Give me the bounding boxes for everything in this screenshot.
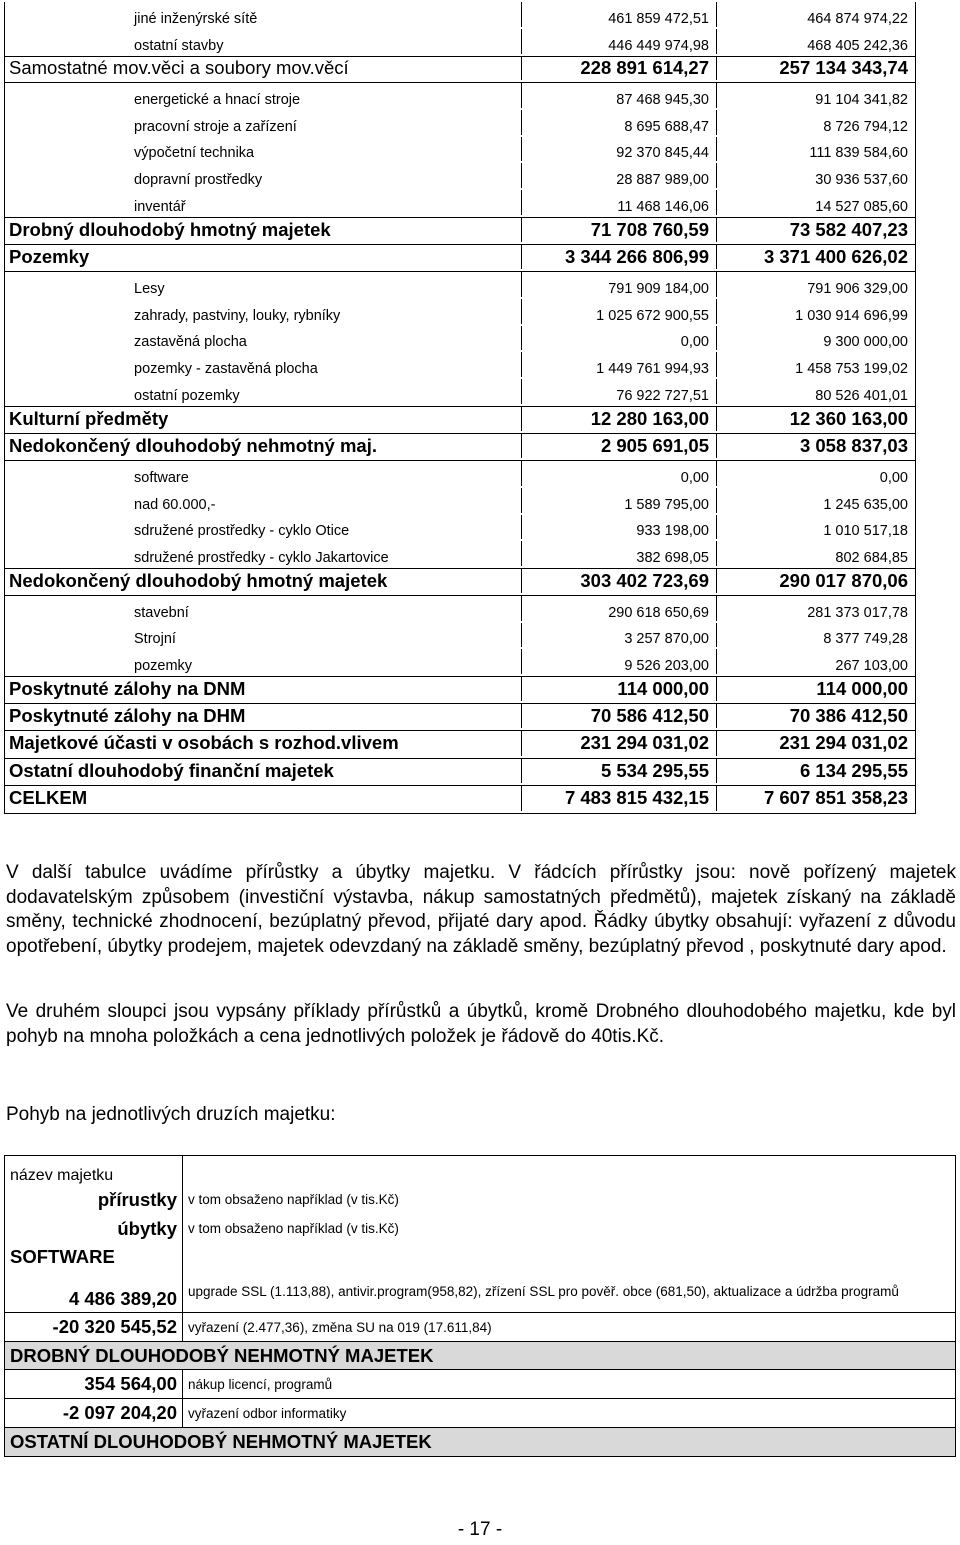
asset-subrow [4, 29, 916, 56]
page-number: - 17 - [457, 1519, 503, 1540]
asset-value-start-cell: 2 905 691,05 [521, 434, 716, 459]
drobny-decrease-value: -2 097 204,20 [5, 1399, 183, 1427]
software-decrease-value: -20 320 545,52 [5, 1313, 183, 1341]
header-asset-name: název majetku [5, 1156, 183, 1185]
asset-name-cell: Strojní [134, 631, 176, 648]
asset-category-row [4, 704, 916, 732]
asset-value-start-cell: 231 294 031,02 [521, 731, 716, 756]
asset-value-start-cell: 92 370 845,44 [521, 137, 716, 162]
header-increase: přírustky [5, 1185, 183, 1214]
asset-name-cell: sdružené prostředky - cyklo Otice [134, 523, 350, 540]
asset-name-cell: zahrady, pastviny, louky, rybníky [134, 307, 341, 324]
asset-subrow [4, 379, 916, 406]
asset-value-start-cell: 9 526 203,00 [521, 649, 716, 674]
asset-value-end-cell: 1 458 753 199,02 [716, 352, 915, 377]
drobny-section-row [5, 1342, 955, 1370]
asset-value-start-cell: 11 468 146,06 [521, 190, 716, 215]
asset-name-cell: inventář [134, 199, 186, 216]
asset-value-end-cell: 1 030 914 696,99 [716, 299, 915, 324]
header-decrease: úbytky [5, 1214, 183, 1243]
drobny-increase-value: 354 564,00 [5, 1370, 183, 1398]
paragraph-examples: Ve druhém sloupci jsou vypsány příklady přírůstků a úbytků, kromě Drobného dlouhodobého majetku, kde byl pohyb na mnoha položkách a cena jednotlivých položek je řádově do 40tis.Kč. [6, 1001, 956, 1047]
asset-subrow [4, 461, 916, 488]
software-increase-note: upgrade SSL (1.113,88), antivir.program(958,82), zřízení SSL pro pověř. obce (681,50), aktualizace a údržba programů [188, 1284, 899, 1299]
asset-value-start-cell: 290 618 650,69 [521, 596, 716, 621]
asset-name-cell: Poskytnuté zálohy na DNM [9, 677, 246, 699]
asset-category-row [4, 56, 916, 84]
asset-name-cell: zastavěná plocha [134, 334, 247, 351]
asset-value-end-cell: 267 103,00 [716, 649, 915, 674]
asset-name-cell: Poskytnuté zálohy na DHM [9, 704, 246, 726]
asset-name-cell: Ostatní dlouhodobý finanční majetek [9, 759, 334, 781]
asset-value-start-cell: 446 449 974,98 [521, 29, 716, 54]
asset-category-row [4, 759, 916, 787]
asset-name-cell: Majetkové účasti v osobách s rozhod.vlivem [9, 732, 399, 754]
ostatni-title: OSTATNÍ DLOUHODOBÝ NEHMOTNÝ MAJETEK [10, 1431, 432, 1452]
drobny-title: DROBNÝ DLOUHODOBÝ NEHMOTNÝ MAJETEK [10, 1344, 434, 1366]
asset-category-row [4, 676, 916, 704]
asset-value-end-cell: 6 134 295,55 [716, 759, 915, 784]
asset-subrow [4, 623, 916, 650]
asset-value-end-cell: 8 726 794,12 [716, 110, 915, 135]
paragraph-increase-decrease: V další tabulce uvádíme přírůstky a úbytky majetku. V řádcích přírůstky jsou: nově pořízený majetek dodavatelským způsobem (investiční výstavba, nákup samostatných předmětů), majetek získaný na základě směny, technické zhodnocení, bezúplatný převod, přijaté dary apod. Řádky úbytky obsahují: vyřazení z důvodu opotřebení, úbytky prodejem, majetek odevzdaný na základě směny, bezúplatný převod , poskytnuté dary apod. [6, 862, 956, 957]
asset-value-end-cell: 73 582 407,23 [716, 218, 915, 242]
asset-value-end-cell: 290 017 870,06 [716, 569, 915, 593]
asset-category-row [4, 406, 916, 434]
asset-value-end-cell: 231 294 031,02 [716, 731, 915, 756]
ostatni-section-row [5, 1428, 955, 1456]
asset-category-row [4, 217, 916, 245]
header-increase-note: v tom obsaženo například (v tis.Kč) [188, 1192, 399, 1207]
asset-value-start-cell: 12 280 163,00 [521, 407, 716, 431]
asset-category-row [4, 434, 916, 462]
asset-subrow [4, 649, 916, 676]
software-title: SOFTWARE [5, 1243, 183, 1271]
asset-value-end-cell: 464 874 974,22 [716, 2, 915, 27]
movement-heading: Pohyb na jednotlivých druzích majetku: [6, 1104, 336, 1125]
asset-subrow [4, 137, 916, 164]
asset-name-cell: výpočetní technika [134, 145, 255, 162]
asset-value-end-cell: 281 373 017,78 [716, 596, 915, 621]
asset-name-cell: stavební [134, 604, 189, 621]
asset-name-cell: pozemky [134, 658, 193, 675]
asset-value-start-cell: 87 468 945,30 [521, 83, 716, 108]
asset-name-cell: ostatní stavby [134, 37, 224, 54]
header-decrease-note: v tom obsaženo například (v tis.Kč) [188, 1221, 399, 1236]
asset-category-row [4, 568, 916, 596]
asset-subrow [4, 272, 916, 299]
asset-value-start-cell: 933 198,00 [521, 515, 716, 540]
asset-subrow [4, 299, 916, 326]
drobny-decrease-note: vyřazení odbor informatiky [188, 1405, 347, 1421]
asset-name-cell: ostatní pozemky [134, 388, 240, 405]
asset-value-end-cell: 14 527 085,60 [716, 190, 915, 215]
asset-subrow [4, 515, 916, 542]
asset-name-cell: Samostatné mov.věci a soubory mov.věcí [9, 57, 349, 79]
asset-name-cell: sdružené prostředky - cyklo Jakartovice [134, 550, 389, 567]
drobny-increase-row [5, 1370, 955, 1399]
asset-value-start-cell: 0,00 [521, 326, 716, 351]
asset-value-end-cell: 30 936 537,60 [716, 163, 915, 188]
asset-name-cell: Lesy [134, 280, 165, 297]
asset-value-end-cell: 1 245 635,00 [716, 488, 915, 513]
asset-value-end-cell: 468 405 242,36 [716, 29, 915, 54]
asset-value-start-cell: 3 344 266 806,99 [521, 245, 716, 270]
asset-value-start-cell: 5 534 295,55 [521, 759, 716, 784]
asset-category-row [4, 245, 916, 273]
asset-value-end-cell: 114 000,00 [716, 677, 915, 701]
asset-value-start-cell: 3 257 870,00 [521, 623, 716, 648]
asset-name-cell: Pozemky [9, 245, 90, 267]
asset-name-cell: Nedokončený dlouhodobý nehmotný maj. [9, 434, 377, 456]
software-increase-value: 4 486 389,20 [5, 1271, 183, 1312]
movement-header-decrease-row [5, 1214, 955, 1243]
asset-subrow [4, 326, 916, 353]
asset-subrow [4, 2, 916, 29]
asset-value-end-cell: 257 134 343,74 [716, 57, 915, 81]
asset-value-end-cell: 111 839 584,60 [716, 137, 915, 162]
asset-value-start-cell: 228 891 614,27 [521, 57, 716, 81]
asset-value-start-cell: 76 922 727,51 [521, 379, 716, 404]
drobny-decrease-row [5, 1399, 955, 1428]
asset-value-start-cell: 71 708 760,59 [521, 218, 716, 242]
asset-value-end-cell: 70 386 412,50 [716, 704, 915, 729]
asset-name-cell: Nedokončený dlouhodobý hmotný majetek [9, 570, 388, 591]
software-decrease-row [5, 1313, 955, 1342]
asset-value-start-cell: 303 402 723,69 [521, 569, 716, 593]
asset-name-cell: energetické a hnací stroje [134, 91, 301, 108]
asset-value-start-cell: 1 025 672 900,55 [521, 299, 716, 324]
asset-value-start-cell: 8 695 688,47 [521, 110, 716, 135]
asset-subrow [4, 83, 916, 110]
software-increase-row [5, 1271, 955, 1313]
asset-value-end-cell: 91 104 341,82 [716, 83, 915, 108]
asset-value-end-cell: 0,00 [716, 461, 915, 486]
asset-value-start-cell: 1 449 761 994,93 [521, 352, 716, 377]
asset-subrow [4, 110, 916, 137]
asset-value-end-cell: 791 906 329,00 [716, 272, 915, 297]
asset-value-end-cell: 802 684,85 [716, 541, 915, 566]
asset-subrow [4, 488, 916, 515]
asset-subrow [4, 163, 916, 190]
movement-header-row [5, 1156, 955, 1185]
asset-value-end-cell: 80 526 401,01 [716, 379, 915, 404]
asset-value-end-cell: 3 058 837,03 [716, 434, 915, 459]
asset-name-cell: software [134, 469, 189, 486]
asset-name-cell: CELKEM [9, 787, 88, 809]
asset-value-end-cell: 9 300 000,00 [716, 326, 915, 351]
asset-table [4, 2, 916, 814]
asset-value-start-cell: 70 586 412,50 [521, 704, 716, 729]
drobny-increase-note: nákup licencí, programů [188, 1376, 333, 1392]
asset-subrow [4, 190, 916, 217]
asset-value-start-cell: 1 589 795,00 [521, 488, 716, 513]
asset-name-cell: nad 60.000,- [134, 496, 216, 513]
asset-value-start-cell: 382 698,05 [521, 541, 716, 566]
asset-value-end-cell: 8 377 749,28 [716, 623, 915, 648]
movement-header-increase-row [5, 1185, 955, 1214]
asset-value-start-cell: 28 887 989,00 [521, 163, 716, 188]
asset-name-cell: jiné inženýrské sítě [134, 10, 258, 27]
movement-table [4, 1155, 956, 1457]
asset-name-cell: Kulturní předměty [9, 407, 169, 429]
asset-value-end-cell: 12 360 163,00 [716, 407, 915, 431]
software-decrease-note: vyřazení (2.477,36), změna SU na 019 (17.611,84) [188, 1319, 492, 1335]
asset-name-cell: dopravní prostředky [134, 172, 263, 189]
asset-name-cell: pozemky - zastavěná plocha [134, 361, 318, 378]
asset-name-cell: pracovní stroje a zařízení [134, 118, 297, 135]
asset-subrow [4, 596, 916, 623]
asset-name-cell: Drobný dlouhodobý hmotný majetek [9, 218, 331, 240]
software-title-row [5, 1243, 955, 1271]
asset-value-end-cell: 1 010 517,18 [716, 515, 915, 540]
asset-subrow [4, 352, 916, 379]
asset-category-row [4, 731, 916, 759]
asset-value-end-cell: 3 371 400 626,02 [716, 245, 915, 270]
asset-value-start-cell: 0,00 [521, 461, 716, 486]
asset-value-start-cell: 791 909 184,00 [521, 272, 716, 297]
asset-value-start-cell: 461 859 472,51 [521, 2, 716, 27]
asset-value-start-cell: 7 483 815 432,15 [521, 786, 716, 811]
asset-value-start-cell: 114 000,00 [521, 677, 716, 701]
asset-subrow [4, 541, 916, 568]
asset-category-row [4, 786, 916, 814]
asset-value-end-cell: 7 607 851 358,23 [716, 786, 915, 811]
